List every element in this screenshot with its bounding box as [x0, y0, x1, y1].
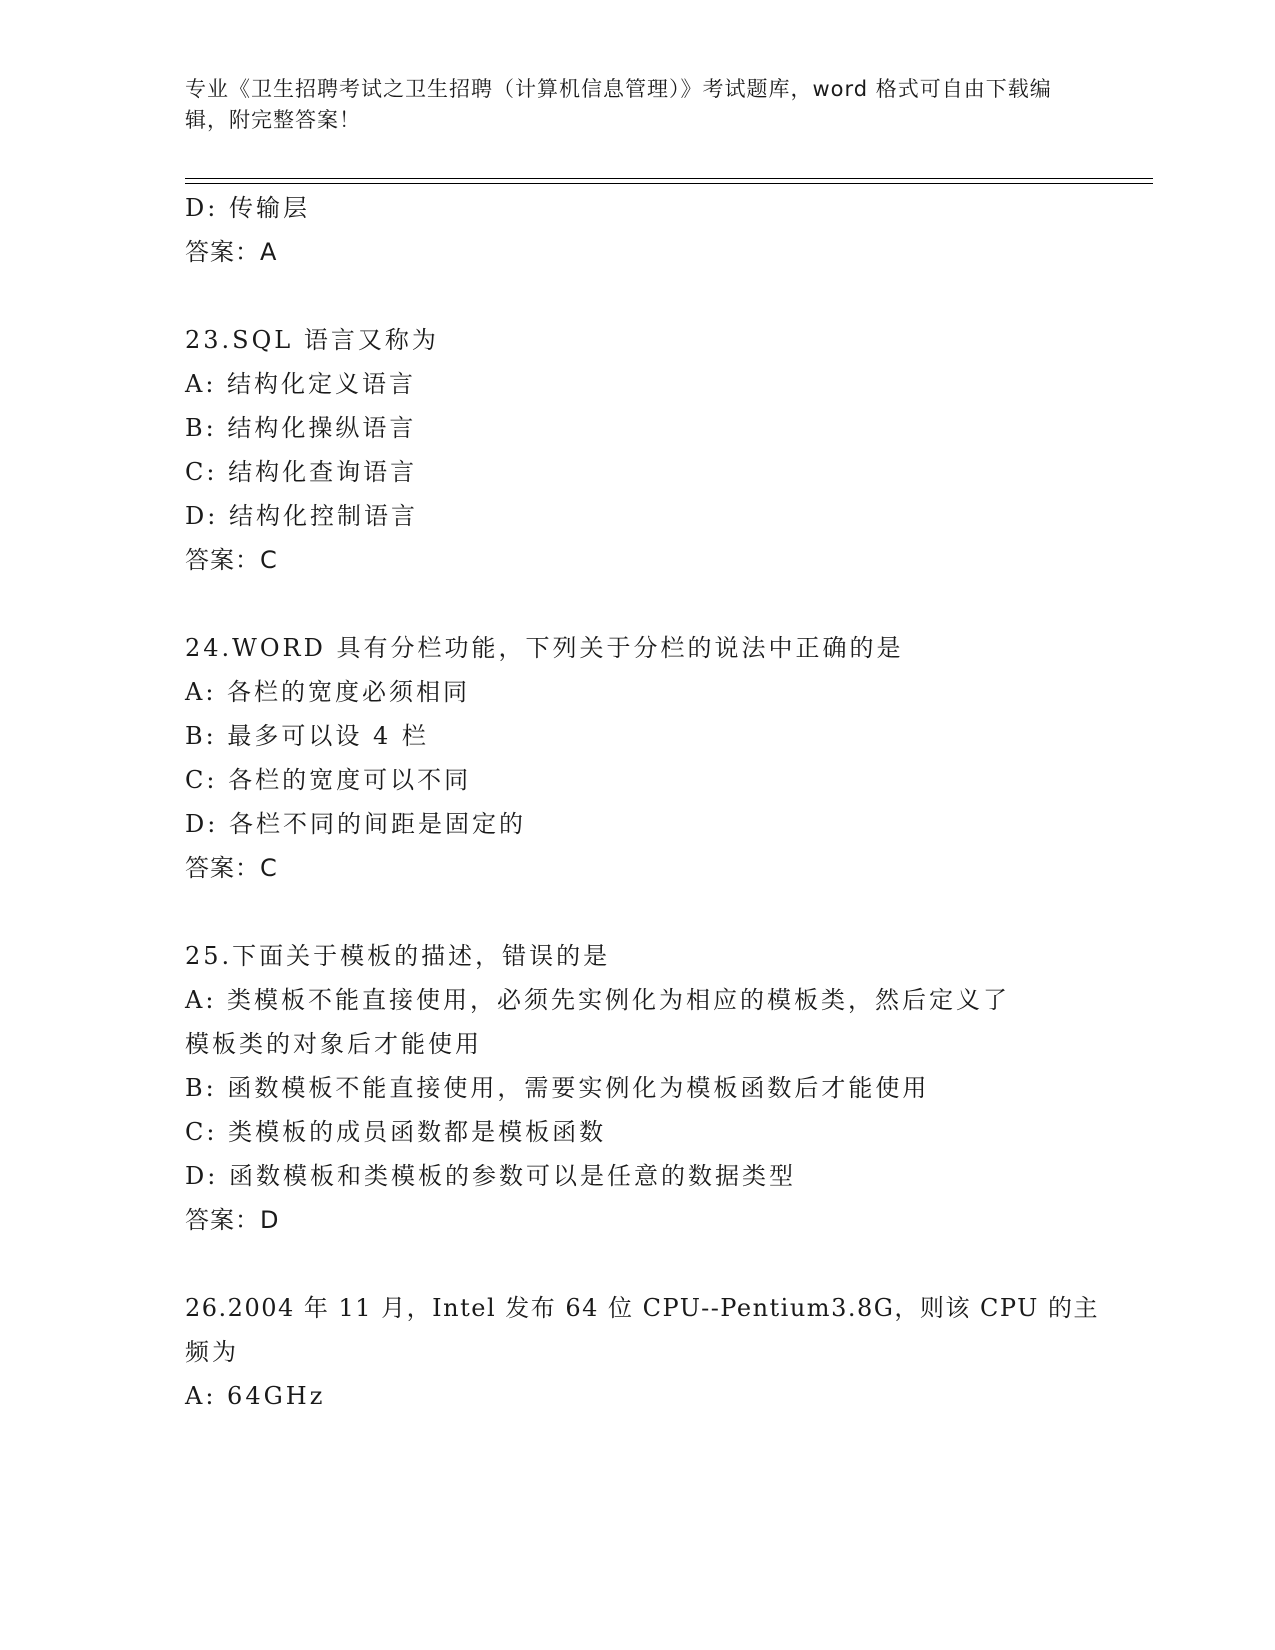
q23-option-c: C: 结构化查询语言 [185, 458, 418, 486]
q26-question-continued: 频为 [185, 1338, 239, 1366]
q26-question: 26.2004 年 11 月，Intel 发布 64 位 CPU--Pentium3.8G，则该 CPU 的主 [185, 1294, 1099, 1322]
document-header: 专业《卫生招聘考试之卫生招聘（计算机信息管理）》考试题库，word 格式可自由下载编辑，附完整答案！ [185, 77, 1052, 132]
q25-question: 25.下面关于模板的描述，错误的是 [185, 942, 611, 970]
q26-option-a: A: 64GHz [185, 1382, 326, 1410]
q23-answer: 答案：C [185, 546, 278, 574]
q24-option-a: A: 各栏的宽度必须相同 [185, 678, 471, 706]
q24-option-b: B: 最多可以设 4 栏 [185, 722, 429, 750]
q23-option-d: D: 结构化控制语言 [185, 502, 418, 530]
q23-question: 23.SQL 语言又称为 [185, 326, 439, 354]
q25-option-c: C: 类模板的成员函数都是模板函数 [185, 1118, 607, 1146]
prev-answer: 答案：A [185, 238, 278, 266]
q24-option-d: D: 各栏不同的间距是固定的 [185, 810, 526, 838]
q25-option-a-continued: 模板类的对象后才能使用 [185, 1030, 482, 1058]
q25-option-a: A: 类模板不能直接使用，必须先实例化为相应的模板类，然后定义了 [185, 986, 1011, 1014]
q25-option-d: D: 函数模板和类模板的参数可以是任意的数据类型 [185, 1162, 796, 1190]
q25-option-b: B: 函数模板不能直接使用，需要实例化为模板函数后才能使用 [185, 1074, 930, 1102]
q23-option-a: A: 结构化定义语言 [185, 370, 417, 398]
header-divider-top [185, 178, 1153, 179]
q23-option-b: B: 结构化操纵语言 [185, 414, 417, 442]
q24-question: 24.WORD 具有分栏功能，下列关于分栏的说法中正确的是 [185, 634, 904, 662]
header-divider-bottom [185, 183, 1153, 184]
q24-answer: 答案：C [185, 854, 278, 882]
q25-answer: 答案：D [185, 1206, 280, 1234]
q24-option-c: C: 各栏的宽度可以不同 [185, 766, 472, 794]
prev-option-d: D: 传输层 [185, 194, 310, 222]
